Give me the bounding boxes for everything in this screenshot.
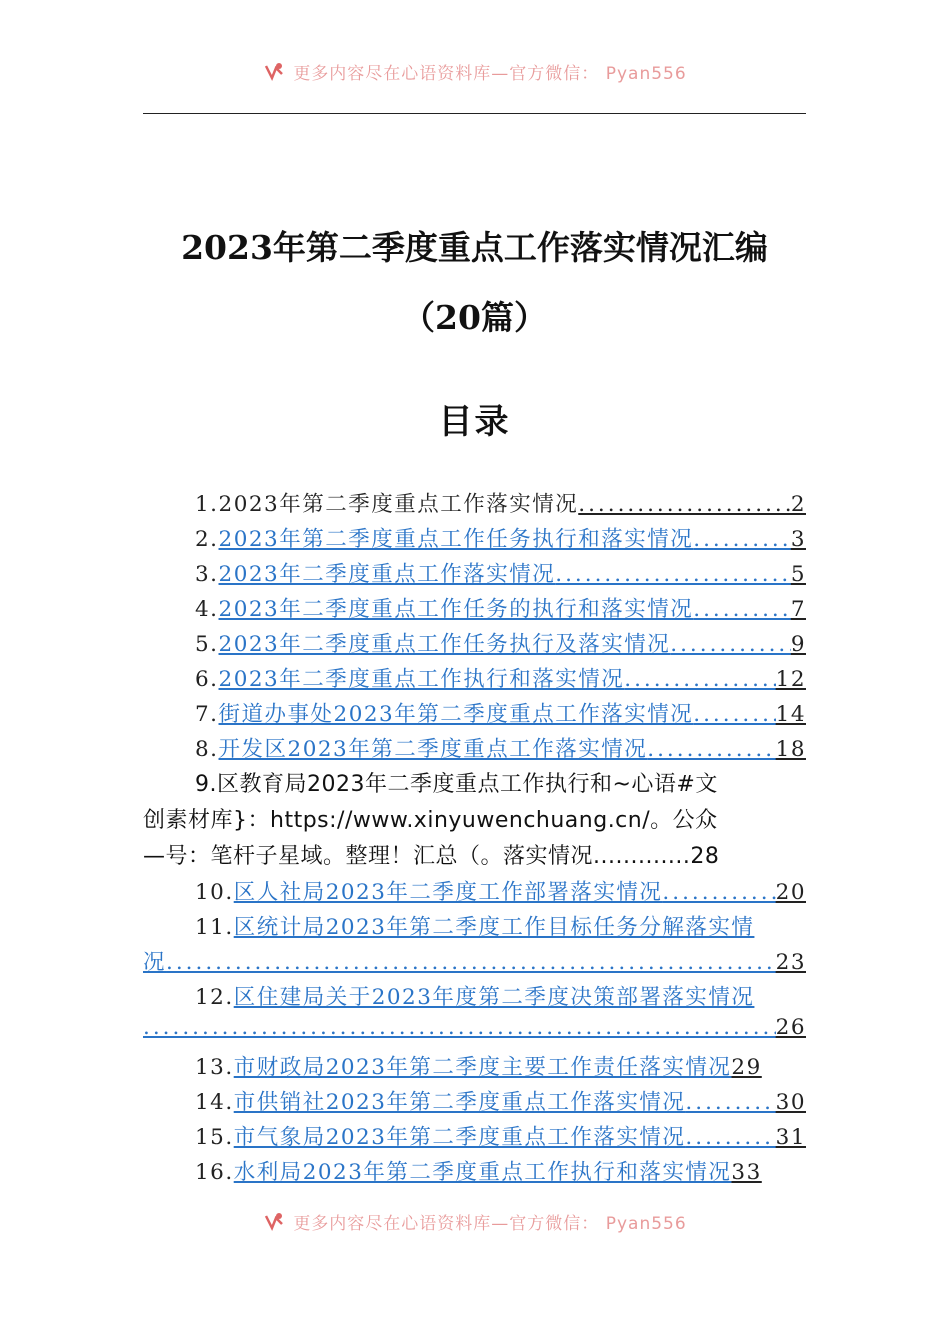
toc-leader xyxy=(662,880,775,905)
toc-item-number: 4. xyxy=(195,597,219,622)
toc-item-page: 29 xyxy=(731,1055,762,1080)
toc-item-9-line-2: 创素材库}：https://www.xinyuwenchuang.cn/。公众 xyxy=(143,808,718,833)
toc-item-7[interactable] xyxy=(143,697,806,732)
toc-item-link[interactable]: 2023年第二季度重点工作任务执行和落实情况 xyxy=(218,527,694,552)
toc-leader xyxy=(685,1090,775,1115)
toc-item-page: 3 xyxy=(790,527,806,552)
toc-item-3[interactable] xyxy=(143,557,806,592)
toc-item-link[interactable]: 2023年二季度重点工作任务的执行和落实情况 xyxy=(218,597,694,622)
toc-item-11-cont[interactable] xyxy=(143,945,806,980)
toc-item-page: 33 xyxy=(731,1160,762,1185)
logo-icon xyxy=(263,1210,285,1232)
table-of-contents xyxy=(143,487,806,1190)
toc-item-page: 2 xyxy=(790,492,806,517)
toc-item-link[interactable]: 水利局2023年第二季度重点工作执行和落实情况 xyxy=(233,1160,732,1185)
toc-item-number: 10. xyxy=(195,880,234,905)
toc-item-4[interactable] xyxy=(143,592,806,627)
toc-item-14[interactable] xyxy=(143,1085,806,1120)
toc-item-9 xyxy=(143,767,806,875)
toc-item-1[interactable] xyxy=(143,487,806,522)
toc-item-link[interactable]: 况 xyxy=(143,950,167,975)
toc-item-page: 5 xyxy=(790,562,806,587)
toc-leader xyxy=(693,702,775,727)
banner-text: 更多内容尽在心语资料库—官方微信： Pyan556 xyxy=(293,63,687,84)
toc-item-9-line-1: 9.区教育局2023年二季度重点工作执行和~心语#文 xyxy=(195,772,718,797)
toc-item-link[interactable]: 市财政局2023年第二季度主要工作责任落实情况 xyxy=(233,1055,732,1080)
toc-item-text: 2023年第二季度重点工作落实情况 xyxy=(218,492,579,517)
toc-item-link[interactable]: 区人社局2023年二季度工作部署落实情况 xyxy=(233,880,663,905)
toc-item-number: 3. xyxy=(195,562,219,587)
toc-item-link[interactable]: 2023年二季度重点工作执行和落实情况 xyxy=(218,667,625,692)
toc-item-page: 20 xyxy=(775,880,806,905)
toc-item-page: 9 xyxy=(790,632,806,657)
banner-text: 更多内容尽在心语资料库—官方微信： Pyan556 xyxy=(293,1213,687,1234)
toc-item-5[interactable] xyxy=(143,627,806,662)
toc-item-link[interactable]: 市供销社2023年第二季度重点工作落实情况 xyxy=(233,1090,686,1115)
toc-item-13[interactable] xyxy=(143,1050,806,1085)
toc-item-link[interactable]: 开发区2023年第二季度重点工作落实情况 xyxy=(218,737,648,762)
toc-item-number: 14. xyxy=(195,1090,234,1115)
toc-item-number: 1. xyxy=(195,492,219,517)
toc-item-number: 6. xyxy=(195,667,219,692)
header-banner xyxy=(0,56,950,86)
toc-item-link[interactable]: 2023年二季度重点工作任务执行及落实情况 xyxy=(218,632,671,657)
toc-item-link[interactable]: 区住建局关于2023年度第二季度决策部署落实情况 xyxy=(233,985,755,1010)
toc-leader xyxy=(624,667,775,692)
toc-item-12[interactable] xyxy=(143,980,806,1015)
toc-heading: 目录 xyxy=(438,402,511,442)
toc-item-6[interactable] xyxy=(143,662,806,697)
toc-leader xyxy=(685,1125,775,1150)
header-rule xyxy=(143,113,806,114)
toc-item-link[interactable]: 街道办事处2023年第二季度重点工作落实情况 xyxy=(218,702,694,727)
toc-item-16[interactable] xyxy=(143,1155,806,1190)
toc-item-link[interactable]: 区统计局2023年第二季度工作目标任务分解落实情 xyxy=(233,915,755,940)
document-subtitle: （20篇） xyxy=(402,298,547,337)
toc-item-number: 12. xyxy=(195,985,234,1010)
document-title: 2023年第二季度重点工作落实情况汇编 xyxy=(181,228,768,267)
logo-icon xyxy=(263,60,285,82)
toc-item-link[interactable]: 2023年二季度重点工作落实情况 xyxy=(218,562,556,587)
toc-item-12-cont[interactable] xyxy=(143,1015,806,1050)
toc-leader xyxy=(578,492,791,517)
toc-item-number: 8. xyxy=(195,737,219,762)
toc-item-number: 5. xyxy=(195,632,219,657)
toc-item-page: 14 xyxy=(775,702,806,727)
toc-item-number: 11. xyxy=(195,915,234,940)
toc-leader xyxy=(647,737,775,762)
toc-item-2[interactable] xyxy=(143,522,806,557)
footer-banner xyxy=(0,1206,950,1236)
toc-item-8[interactable] xyxy=(143,732,806,767)
toc-item-15[interactable] xyxy=(143,1120,806,1155)
toc-item-page: 18 xyxy=(775,737,806,762)
toc-item-link[interactable]: 市气象局2023年第二季度重点工作落实情况 xyxy=(233,1125,686,1150)
toc-leader xyxy=(555,562,791,587)
toc-item-page: 12 xyxy=(775,667,806,692)
toc-item-number: 13. xyxy=(195,1055,234,1080)
toc-item-number: 7. xyxy=(195,702,219,727)
toc-item-number: 15. xyxy=(195,1125,234,1150)
toc-item-page: 26 xyxy=(775,1015,806,1040)
toc-leader xyxy=(693,597,791,622)
toc-item-10[interactable] xyxy=(143,875,806,910)
toc-item-page: 30 xyxy=(775,1090,806,1115)
toc-item-number: 16. xyxy=(195,1160,234,1185)
toc-leader xyxy=(143,1015,776,1040)
toc-leader xyxy=(166,950,776,975)
toc-item-9-line-3: —号：笔杆子星域。整理！汇总（。落实情况.............28 xyxy=(143,844,720,869)
toc-item-11[interactable] xyxy=(143,910,806,945)
toc-item-page: 7 xyxy=(790,597,806,622)
toc-item-page: 23 xyxy=(775,950,806,975)
toc-leader xyxy=(670,632,791,657)
toc-item-number: 2. xyxy=(195,527,219,552)
toc-leader xyxy=(693,527,791,552)
toc-item-page: 31 xyxy=(775,1125,806,1150)
